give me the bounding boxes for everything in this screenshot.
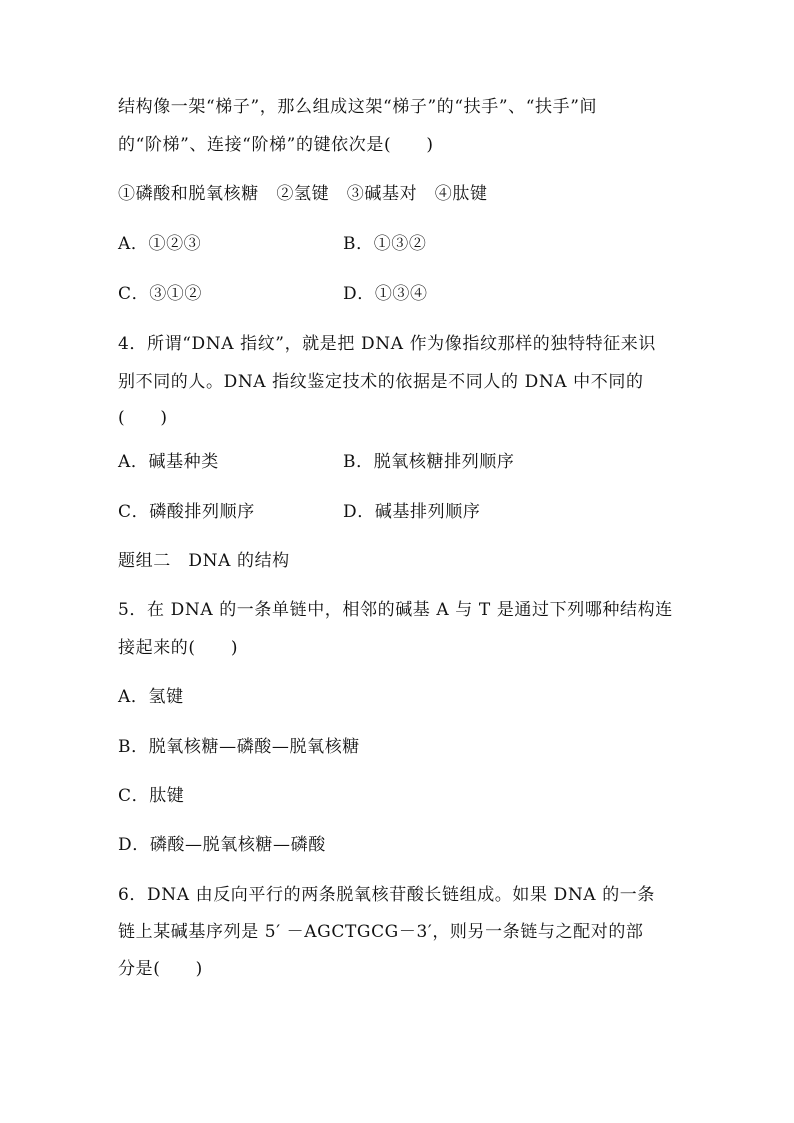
q5-stem-line2: 接起来的( ) — [118, 638, 239, 658]
q6-stem-line3: 分是( ) — [118, 959, 203, 979]
q5-option-d: D．磷酸—脱氧核糖—磷酸 — [118, 835, 326, 855]
section-title: 题组二 DNA 的结构 — [118, 551, 290, 571]
q5-option-b: B．脱氧核糖—磷酸—脱氧核糖 — [118, 737, 360, 757]
q4-option-c: C．磷酸排列顺序 — [118, 502, 255, 522]
q3-stem-line2: 的“阶梯”、连接“阶梯”的键依次是( ) — [118, 135, 434, 155]
q3-option-d: D．①③④ — [343, 284, 428, 304]
q4-stem-line3: ( ) — [118, 408, 168, 428]
q4-option-a: A．碱基种类 — [118, 452, 219, 472]
q4-stem-line2: 别不同的人。DNA 指纹鉴定技术的依据是不同人的 DNA 中不同的 — [118, 372, 644, 392]
q5-stem-line1: 5．在 DNA 的一条单链中，相邻的碱基 A 与 T 是通过下列哪种结构连 — [118, 600, 673, 620]
q3-option-b: B．①③② — [343, 234, 427, 254]
q4-stem-line1: 4．所谓“DNA 指纹”，就是把 DNA 作为像指纹那样的独特特征来识 — [118, 334, 656, 354]
q5-option-a: A．氢键 — [118, 687, 184, 707]
q4-option-b: B．脱氧核糖排列顺序 — [343, 452, 515, 472]
q3-items: ①磷酸和脱氧核糖 ②氢键 ③碱基对 ④肽键 — [118, 184, 488, 204]
q3-option-a: A．①②③ — [118, 234, 202, 254]
q3-option-c: C．③①② — [118, 284, 203, 304]
q4-option-d: D．碱基排列顺序 — [343, 502, 481, 522]
q3-stem-line1: 结构像一架“梯子”，那么组成这架“梯子”的“扶手”、“扶手”间 — [118, 97, 598, 117]
q5-option-c: C．肽键 — [118, 786, 185, 806]
q6-stem-line1: 6．DNA 由反向平行的两条脱氧核苷酸长链组成。如果 DNA 的一条 — [118, 885, 655, 905]
q6-stem-line2: 链上某碱基序列是 5′ －AGCTGCG－3′，则另一条链与之配对的部 — [118, 922, 644, 942]
